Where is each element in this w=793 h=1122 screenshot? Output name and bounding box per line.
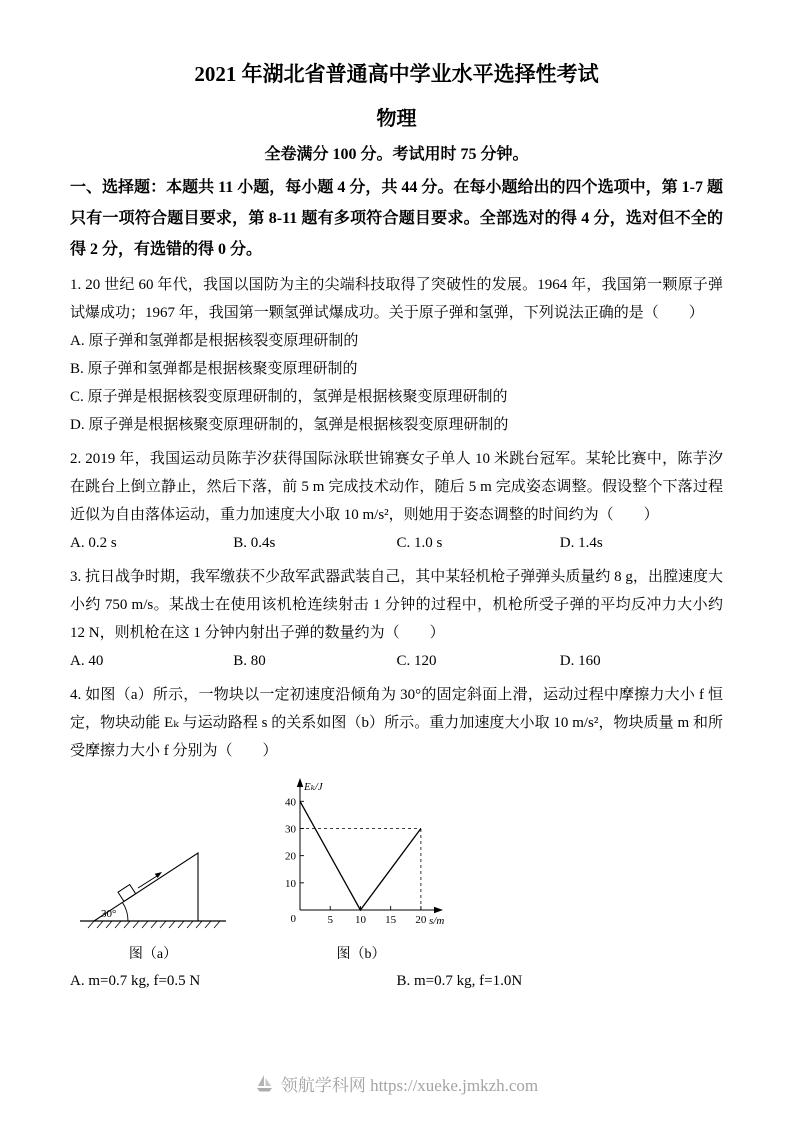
question-4-option-b: B. m=0.7 kg, f=1.0N — [396, 973, 523, 989]
svg-text:40: 40 — [285, 796, 296, 809]
question-2-option-d: D. 1.4s — [559, 535, 603, 551]
svg-text:0: 0 — [290, 913, 296, 925]
question-3 — [70, 563, 723, 675]
svg-text:Eₖ/J: Eₖ/J — [304, 781, 323, 793]
figure-incline — [78, 823, 228, 965]
question-4-options — [70, 967, 723, 995]
question-3-option-b: B. 80 — [233, 653, 266, 669]
exam-info: 全卷满分 100 分。考试用时 75 分钟。 — [264, 146, 529, 163]
svg-text:20: 20 — [285, 850, 296, 863]
footer-watermark — [0, 1071, 793, 1096]
angle-label: 30° — [101, 908, 117, 920]
question-1-option-c: C. 原子弹是根据核裂变原理研制的，氢弹是根据核聚变原理研制的 — [70, 389, 508, 405]
section-header: 一、选择题：本题共 11 小题，每小题 4 分，共 44 分。在每小题给出的四个选项中，第 1-7 题只有一项符合题目要求，第 8-11 题有多项符合题目要求。全部选对的得 4 分，选对但不全的得 2 分，有选错的得 0 分。 — [70, 179, 723, 258]
figure-chart — [270, 775, 452, 965]
question-2-options — [70, 529, 723, 557]
question-3-option-c: C. 120 — [396, 653, 437, 669]
svg-text:5: 5 — [327, 914, 333, 926]
ground-hatching — [88, 921, 220, 928]
subject-title: 物理 — [376, 108, 417, 130]
question-4-figures — [78, 775, 723, 965]
page-title: 2021 年湖北省普通高中学业水平选择性考试 — [194, 62, 599, 86]
svg-text:15: 15 — [385, 914, 397, 926]
question-1-option-a: A. 原子弹和氢弹都是根据核裂变原理研制的 — [70, 333, 359, 349]
svg-text:30: 30 — [285, 823, 296, 836]
question-3-option-a: A. 40 — [70, 653, 104, 669]
figure-a-label: 图（a） — [128, 947, 178, 962]
incline-diagram — [78, 823, 228, 943]
svg-text:s/m: s/m — [429, 915, 445, 927]
angle-arc — [122, 902, 128, 921]
question-3-option-d: D. 160 — [559, 653, 601, 669]
question-3-options — [70, 647, 723, 675]
question-4-stem: 4. 如图（a）所示，一物块以一定初速度沿倾角为 30°的固定斜面上滑，运动过程中摩擦力大小 f 恒定，物块动能 Eₖ 与运动路程 s 的关系如图（b）所示。重力加速度大小取 10 m/s²，物块质量 m 和所受摩擦力大小 f 分别为（ ） — [70, 687, 723, 759]
question-2-option-b: B. 0.4s — [233, 535, 276, 551]
question-4 — [70, 681, 723, 995]
svg-text:10: 10 — [354, 914, 366, 926]
question-1-stem: 1. 20 世纪 60 年代，我国以国防为主的尖端科技取得了突破性的发展。1964 年，我国第一颗原子弹试爆成功；1967 年，我国第一颗氢弹试爆成功。关于原子弹和氢弹，下列说法正确的是（ ） — [70, 277, 723, 321]
svg-text:10: 10 — [285, 877, 296, 890]
question-2-stem: 2. 2019 年，我国运动员陈芋汐获得国际泳联世锦赛女子单人 10 米跳台冠军。某轮比赛中，陈芋汐在跳台上倒立静止，然后下落，前 5 m 完成技术动作，随后 5 m 完成姿态调整。假设整个下落过程近似为自由落体运动，重力加速度大小取 10 m/s²，则她用于姿态调整的时间约为（ ） — [70, 451, 723, 523]
question-4-option-a: A. m=0.7 kg, f=0.5 N — [70, 973, 201, 989]
question-1-option-b: B. 原子弹和氢弹都是根据核聚变原理研制的 — [70, 361, 358, 377]
question-1 — [70, 271, 723, 439]
question-2-option-a: A. 0.2 s — [70, 535, 117, 551]
question-3-stem: 3. 抗日战争时期，我军缴获不少敌军武器武装自己，其中某轻机枪子弹弹头质量约 8 g，出膛速度大小约 750 m/s。某战士在使用该机枪连续射击 1 分钟的过程中，机枪所受子弹的平均反冲力大小约 12 N，则机枪在这 1 分钟内射出子弹的数量约为（ ） — [70, 569, 723, 641]
question-2 — [70, 445, 723, 557]
ek-s-chart — [270, 775, 452, 943]
question-2-option-c: C. 1.0 s — [396, 535, 443, 551]
question-1-option-d: D. 原子弹是根据核聚变原理研制的，氢弹是根据核裂变原理研制的 — [70, 417, 509, 433]
figure-b-label: 图（b） — [336, 947, 386, 962]
site-logo-icon — [255, 1074, 274, 1093]
footer-text: 领航学科网 https://xueke.jmkzh.com — [280, 1076, 539, 1095]
svg-text:20: 20 — [415, 914, 427, 926]
